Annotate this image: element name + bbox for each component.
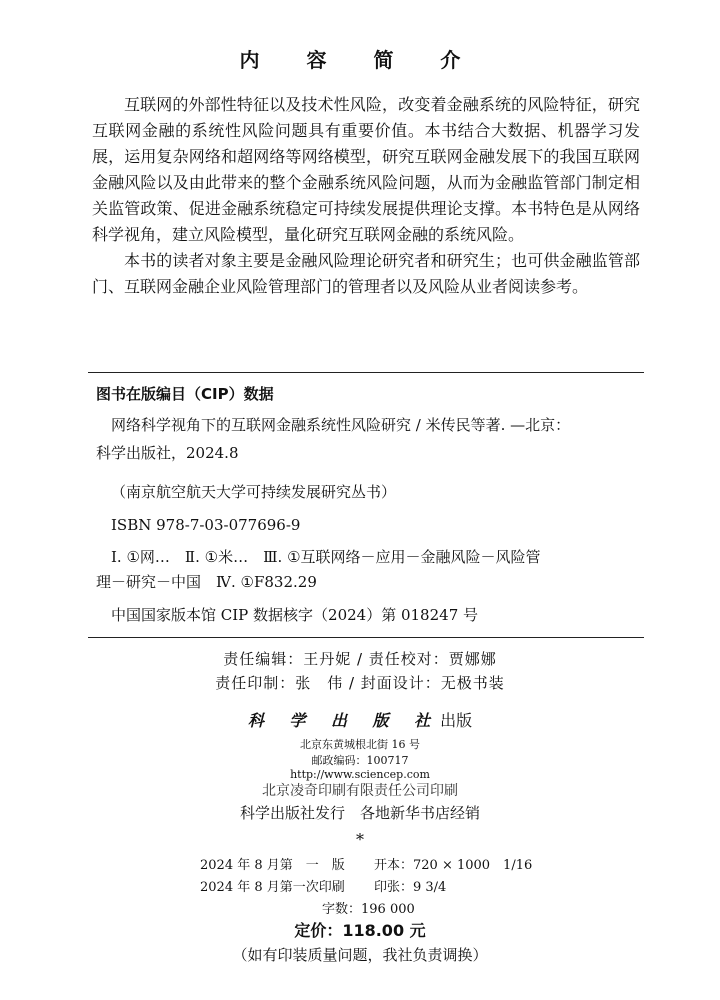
cip-record-line: 科学出版社，2024.8 — [96, 444, 239, 462]
publisher-line — [0, 708, 720, 731]
cip-series: （南京航空航天大学可持续发展研究丛书） — [111, 483, 397, 501]
printer-line: 北京凌奇印刷有限责任公司印刷 — [262, 783, 458, 799]
cip-classification: Ⅰ. ①网… Ⅱ. ①米… Ⅲ. ①互联网络－应用－金融风险－风险管 — [111, 548, 541, 566]
edition-info: 2024 年 8 月第 一 版 — [200, 858, 345, 873]
cip-isbn: ISBN 978-7-03-077696-9 — [111, 516, 301, 534]
publisher-suffix: 出版 — [440, 711, 473, 730]
page-title: 内 容 简 介 — [239, 48, 481, 72]
price: 定价：118.00 元 — [294, 921, 426, 940]
cip-classification: 理－研究－中国 Ⅳ. ①F832.29 — [96, 573, 317, 591]
editor-credits: 责任编辑：王丹妮 / 责任校对：贾娜娜 — [223, 650, 497, 668]
sheets-info: 印张：9 3/4 — [374, 880, 447, 895]
cip-data-block — [88, 372, 644, 638]
production-credits: 责任印制：张 伟 / 封面设计：无极书装 — [215, 674, 505, 692]
publisher-logo-text: 科 学 出 版 社 — [247, 711, 441, 730]
cip-heading: 图书在版编目（CIP）数据 — [96, 385, 274, 403]
word-count: 字数：196 000 — [322, 902, 415, 917]
format-info: 开本：720 × 1000 1/16 — [374, 858, 533, 873]
intro-section — [92, 92, 640, 300]
intro-paragraph: 本书的读者对象主要是金融风险理论研究者和研究生；也可供金融监管部门、互联网金融企业风险管理部门的管理者以及风险从业者阅读参考。 — [92, 251, 640, 296]
intro-paragraph: 互联网的外部性特征以及技术性风险，改变着金融系统的风险特征，研究互联网金融的系统性风险问题具有重要价值。本书结合大数据、机器学习发展，运用复杂网络和超网络等网络模型，研究互联网金融发展下的我国互联网金融风险以及由此带来的整个金融系统风险问题，从而为金融监管部门制定相关监管政策、促进金融系统稳定可持续发展提供理论支撑。本书特色是从网络科学视角，建立风险模型，量化研究互联网金融的系统风险。 — [92, 95, 640, 244]
publisher-address: 北京东黄城根北街 16 号 — [300, 738, 420, 751]
quality-notice: （如有印装质量问题，我社负责调换） — [232, 946, 488, 964]
printing-info: 2024 年 8 月第一次印刷 — [200, 880, 345, 895]
distribution-line: 科学出版社发行 各地新华书店经销 — [239, 804, 480, 822]
publisher-postcode: 邮政编码：100717 — [311, 754, 409, 767]
cip-verification: 中国国家版本馆 CIP 数据核字（2024）第 018247 号 — [111, 606, 479, 624]
publisher-website: http://www.sciencep.com — [290, 768, 430, 781]
separator-star: * — [356, 830, 364, 849]
cip-record-line: 网络科学视角下的互联网金融系统性风险研究 / 米传民等著. —北京： — [111, 416, 571, 434]
